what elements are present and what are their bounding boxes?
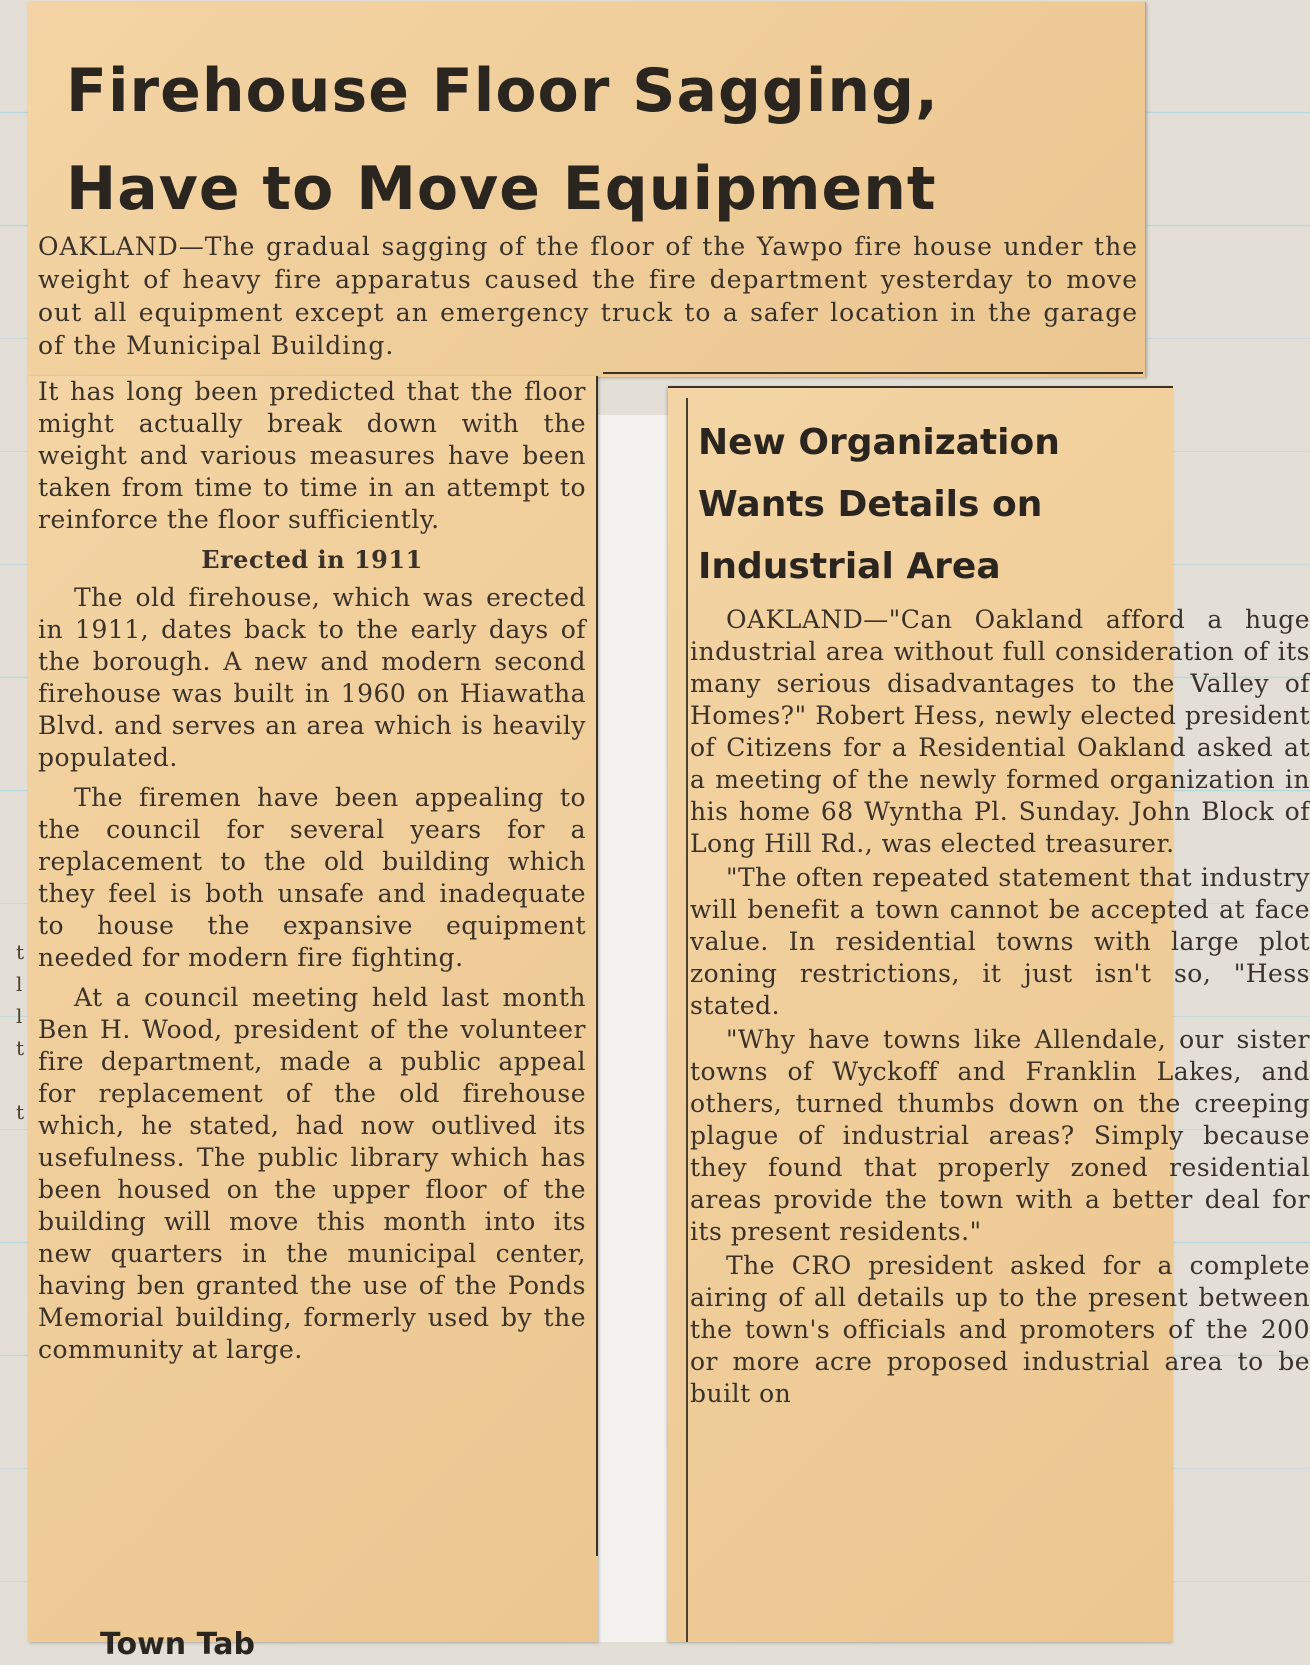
margin-letter: l <box>16 972 23 996</box>
right-paragraph: OAKLAND—"Can Oakland afford a huge industrial area without full consideration of its many serious disadvantages to the Valley of Homes?" Robert Hess, newly elected president of Citizens for a Residential Oakland asked at a meeting of the newly formed organization in his home 68 Wyntha Pl. Sunday. John Block of Long Hill Rd., was elected treasurer. <box>690 605 1310 858</box>
column-rule <box>596 376 598 1556</box>
right-column-rule <box>686 398 688 1642</box>
margin-fragment-letters <box>0 0 28 1642</box>
main-paragraph: At a council meeting held last month Ben H. Wood, president of the volunteer fire department, made a public appeal for replacement of the old firehouse which, he stated, had now outlived its usefulness. The public library which has been housed on the upper floor of the building will move this month into its new quarters in the municipal center, having ben granted the use of the Ponds Memorial building, formerly used by the community at large. <box>38 983 586 1364</box>
right-paragraph: "The often repeated statement that industry will benefit a town cannot be accepted at face value. In residential towns with large plot zoning restrictions, it just isn't so, "Hess stated. <box>690 863 1310 1020</box>
main-lead-paragraph: OAKLAND—The gradual sagging of the floor of the Yawpo fire house under the weight of heavy fire apparatus caused the fire department yesterday to move out all equipment except an emergency truck to a safer location in the garage of the Municipal Building. <box>38 232 1138 360</box>
margin-letter: l <box>16 1004 23 1028</box>
margin-letter: t <box>16 940 25 964</box>
main-paragraph: The firemen have been appealing to the council for several years for a replacement to the old building which they feel is both unsafe and inadequate to house the expansive equipment needed for modern fire fighting. <box>38 783 586 972</box>
right-article-body <box>690 604 1310 1412</box>
main-paragraph: It has long been predicted that the floor might actually break down with the weight and various measures have been taken from time to time in an attempt to reinforce the floor sufficiently. <box>38 377 586 534</box>
margin-letter: t <box>16 1036 25 1060</box>
main-subhead: Erected in 1911 <box>201 545 423 574</box>
blank-page-gap <box>598 415 668 1642</box>
right-paragraph: "Why have towns like Allendale, our sister towns of Wyckoff and Franklin Lakes, and others, turned thumbs down on the creeping plague of industrial areas? Simply because they found that properly zoned residential areas provide the town with a better deal for its present residents." <box>690 1025 1310 1246</box>
main-paragraph: The old firehouse, which was erected in 1911, dates back to the early days of the borough. A new and modern second firehouse was built in 1960 on Hiawatha Blvd. and serves an area which is heavily populated. <box>38 583 586 772</box>
column-rule <box>603 372 1143 374</box>
column-rule <box>668 386 1173 388</box>
main-headline: Firehouse Floor Sagging, Have to Move Equipment <box>66 56 939 224</box>
right-headline: New Organization Wants Details on Industrial Area <box>698 422 1060 587</box>
margin-letter: t <box>16 1100 25 1124</box>
main-article-body <box>38 376 586 1374</box>
right-paragraph: The CRO president asked for a complete airing of all details up to the present between the town's officials and promoters of the 200 or more acre proposed industrial area to be built on <box>690 1251 1310 1408</box>
bottom-headline-fragment: Town Tab <box>100 1627 255 1662</box>
main-article-clipping-top <box>28 2 1146 377</box>
right-article-clipping <box>668 386 1310 1642</box>
